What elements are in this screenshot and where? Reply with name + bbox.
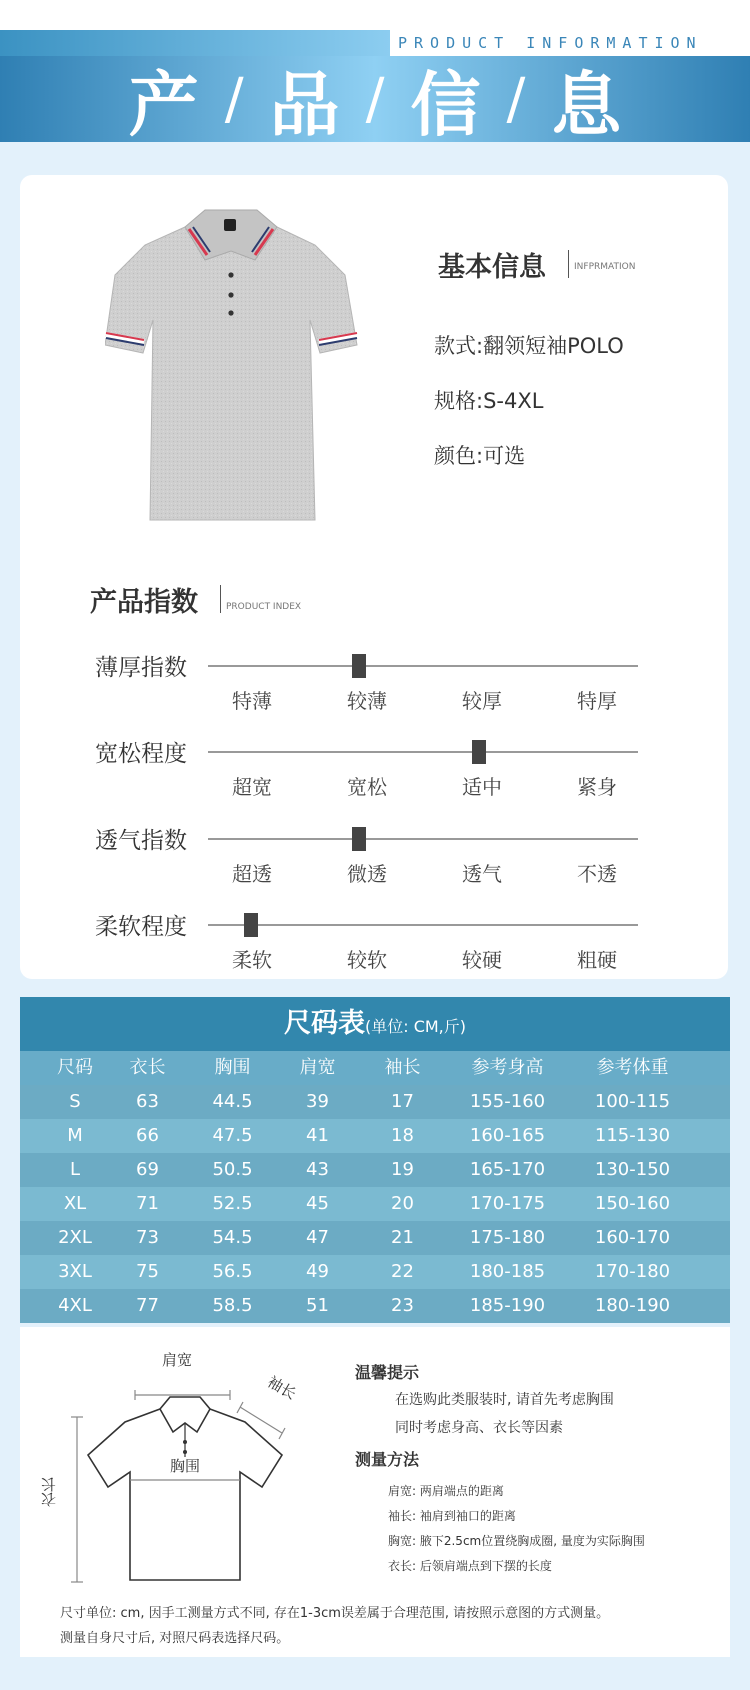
table-cell: 155-160 [469, 1091, 546, 1112]
table-cell: 21 [391, 1227, 414, 1248]
table-cell: 2XL [58, 1227, 92, 1248]
index-option: 紧身 [577, 775, 617, 799]
table-cell: 165-170 [469, 1159, 546, 1180]
table-cell: 58.5 [212, 1295, 253, 1316]
size-table-body [20, 1085, 730, 1323]
table-cell: 69 [136, 1159, 159, 1180]
title-char: 息 [551, 63, 622, 146]
method-sleeve: 袖长: 袖肩到袖口的距离 [388, 1509, 516, 1523]
index-option: 适中 [462, 775, 502, 799]
table-cell: 39 [306, 1091, 329, 1112]
index-marker [352, 654, 366, 678]
index-option: 透气 [462, 862, 502, 886]
table-cell: 180-190 [594, 1295, 671, 1316]
table-cell: 170-175 [469, 1193, 546, 1214]
table-cell: 100-115 [594, 1091, 671, 1112]
index-row-softness [95, 906, 695, 976]
measure-section [20, 1327, 730, 1657]
table-cell: 50.5 [212, 1159, 253, 1180]
table-cell: 17 [391, 1091, 414, 1112]
index-option: 较硬 [462, 948, 502, 972]
title-char: 品 [269, 63, 340, 146]
table-cell: 175-180 [469, 1227, 546, 1248]
footnote: 尺寸单位: cm, 因手工测量方式不同, 存在1-3cm误差属于合理范围, 请按照示意图的方式测量。 [60, 1606, 610, 1621]
table-cell: 18 [391, 1125, 414, 1146]
tip-line: 同时考虑身高、衣长等因素 [395, 1420, 563, 1436]
table-cell: 44.5 [212, 1091, 253, 1112]
table-cell: 56.5 [212, 1261, 253, 1282]
index-track [208, 751, 638, 753]
table-cell: 45 [306, 1193, 329, 1214]
size-table-title: 尺码表 [283, 1008, 365, 1039]
table-cell: 47.5 [212, 1125, 253, 1146]
table-row [20, 1187, 730, 1221]
table-cell: 63 [136, 1091, 159, 1112]
size-table-columns [20, 1051, 730, 1085]
table-cell: 23 [391, 1295, 414, 1316]
index-option: 较薄 [347, 689, 387, 713]
table-cell: 41 [306, 1125, 329, 1146]
index-option: 柔软 [232, 948, 272, 972]
column-header: 参考身高 [471, 1057, 544, 1078]
table-cell: 20 [391, 1193, 414, 1214]
table-cell: 75 [136, 1261, 159, 1282]
basic-size: 规格:S-4XL [434, 389, 544, 413]
table-cell: 150-160 [594, 1193, 671, 1214]
product-card [20, 175, 728, 979]
index-row-breathability [95, 820, 695, 890]
table-cell: 3XL [58, 1261, 92, 1282]
table-cell: 170-180 [594, 1261, 671, 1282]
table-row [20, 1221, 730, 1255]
title-char: 信 [410, 63, 481, 146]
table-cell: 77 [136, 1295, 159, 1316]
table-cell: 47 [306, 1227, 329, 1248]
index-option: 宽松 [347, 775, 387, 799]
index-marker [472, 740, 486, 764]
table-row [20, 1119, 730, 1153]
table-cell: 52.5 [212, 1193, 253, 1214]
index-option: 不透 [577, 862, 617, 886]
table-cell: 19 [391, 1159, 414, 1180]
index-label: 宽松程度 [95, 741, 187, 767]
index-label: 透气指数 [95, 828, 187, 854]
table-cell: 49 [306, 1261, 329, 1282]
table-cell: 130-150 [594, 1159, 671, 1180]
table-cell: 160-170 [594, 1227, 671, 1248]
table-cell: 54.5 [212, 1227, 253, 1248]
column-header: 肩宽 [299, 1057, 336, 1078]
method-title: 测量方法 [355, 1450, 420, 1469]
table-cell: 115-130 [594, 1125, 671, 1146]
title-char: 产 [128, 63, 199, 146]
tips-title: 温馨提示 [355, 1363, 420, 1382]
column-header: 胸围 [214, 1057, 251, 1078]
index-subtitle: PRODUCT INDEX [220, 585, 301, 613]
table-cell: XL [63, 1193, 87, 1214]
index-track [208, 924, 638, 926]
header-english-title: PRODUCT INFORMATION [390, 30, 750, 56]
table-cell: M [67, 1125, 83, 1146]
size-table-unit: (单位: CM,斤) [364, 1017, 467, 1036]
basic-style: 款式:翻领短袖POLO [434, 334, 624, 358]
index-option: 超透 [232, 862, 272, 886]
title-separator: / [365, 66, 385, 132]
basic-info-title: 基本信息 [438, 252, 546, 283]
table-row [20, 1289, 730, 1323]
column-header: 袖长 [384, 1057, 421, 1078]
index-option: 特薄 [232, 689, 272, 713]
index-option: 较厚 [462, 689, 502, 713]
column-header: 参考体重 [596, 1057, 669, 1078]
index-marker [352, 827, 366, 851]
table-cell: 22 [391, 1261, 414, 1282]
table-cell: 73 [136, 1227, 159, 1248]
tip-line: 在选购此类服装时, 请首先考虑胸围 [395, 1392, 614, 1408]
basic-color: 颜色:可选 [434, 444, 526, 468]
shoulder-label: 肩宽 [162, 1351, 193, 1369]
table-cell: 43 [306, 1159, 329, 1180]
title-separator: / [224, 66, 244, 132]
column-header: 衣长 [129, 1057, 166, 1078]
index-marker [244, 913, 258, 937]
method-length: 衣长: 后领肩端点到下摆的长度 [388, 1559, 552, 1573]
size-table [20, 997, 730, 1317]
index-row-thickness [95, 647, 695, 717]
table-cell: 180-185 [469, 1261, 546, 1282]
index-label: 薄厚指数 [95, 655, 187, 681]
footnote: 测量自身尺寸后, 对照尺码表选择尺码。 [60, 1631, 290, 1646]
index-track [208, 665, 638, 667]
table-cell: 66 [136, 1125, 159, 1146]
index-option: 微透 [347, 862, 387, 886]
header-title [0, 56, 750, 146]
column-header: 尺码 [57, 1057, 93, 1078]
page-header [0, 0, 750, 145]
table-cell: S [69, 1091, 81, 1112]
table-row [20, 1255, 730, 1289]
index-option: 粗硬 [577, 948, 617, 972]
basic-info-subtitle: INFPRMATION [568, 250, 635, 278]
index-track [208, 838, 638, 840]
sleeve-label: 袖长 [264, 1372, 300, 1404]
table-row [20, 1153, 730, 1187]
index-row-fit [95, 733, 695, 803]
table-cell: 185-190 [469, 1295, 546, 1316]
table-cell: 51 [306, 1295, 329, 1316]
index-label: 柔软程度 [95, 914, 187, 940]
table-cell: 71 [136, 1193, 159, 1214]
method-chest: 胸宽: 腋下2.5cm位置绕胸成圈, 量度为实际胸围 [388, 1534, 645, 1548]
table-cell: 160-165 [469, 1125, 546, 1146]
method-shoulder: 肩宽: 两肩端点的距离 [388, 1484, 504, 1498]
size-table-header [20, 997, 730, 1051]
index-option: 较软 [347, 948, 387, 972]
table-cell: L [69, 1159, 81, 1180]
table-row [20, 1085, 730, 1119]
title-separator: / [506, 66, 526, 132]
table-cell: 4XL [58, 1295, 92, 1316]
index-option: 超宽 [232, 775, 272, 799]
index-title: 产品指数 [90, 587, 198, 618]
chest-label: 胸围 [170, 1457, 201, 1475]
length-label: 衣长 [40, 1477, 58, 1507]
header-top-band [0, 0, 750, 30]
polo-shirt-image [105, 205, 375, 525]
index-option: 特厚 [577, 689, 617, 713]
